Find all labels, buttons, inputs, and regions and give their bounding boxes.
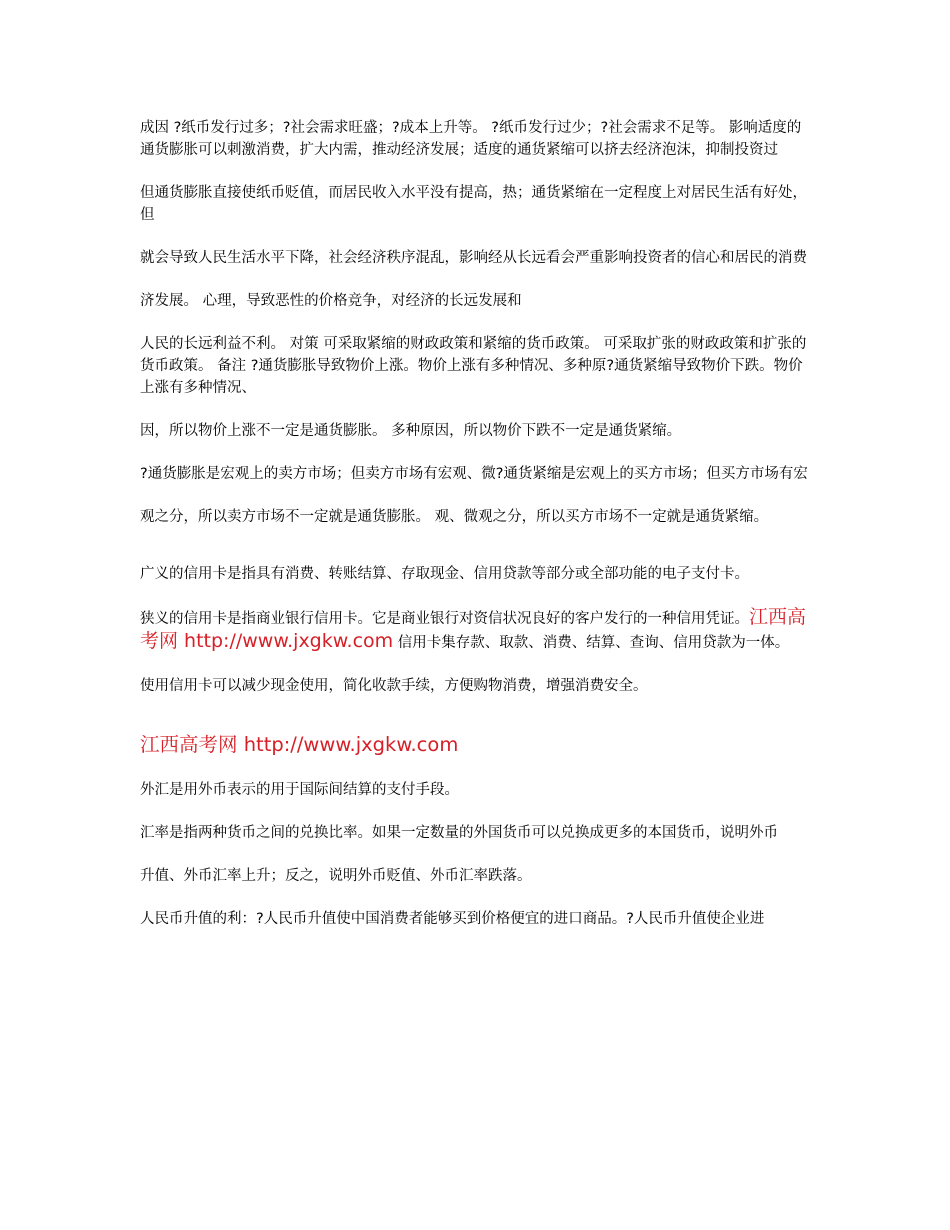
- paragraph-credit-card-broad: 广义的信用卡是指具有消费、转账结算、存取现金、信用贷款等部分或全部功能的电子支付卡。: [140, 566, 749, 582]
- paragraph-credit-card-narrow: [140, 606, 815, 654]
- paragraph-inflation-effects: 但通货膨胀直接使纸币贬值，而居民收入水平没有提高，热；通货紧缩在一定程度上对居民生活有好处，但: [140, 185, 807, 223]
- paragraph-economic-development: 济发展。 心理，导致恶性的价格竞争，对经济的长远发展和: [140, 293, 522, 309]
- paragraph-market-micro: 观之分，所以卖方市场不一定就是通货膨胀。 观、微观之分，所以买方市场不一定就是通货紧缩。: [140, 509, 769, 525]
- brand-link-inline[interactable]: 江西高考网 http://www.jxgkw.com: [140, 606, 807, 652]
- paragraph-policy-measures: 人民的长远利益不利。 对策 可采取紧缩的财政政策和紧缩的货币政策。 可采取扩张的财政政策和扩张的货币政策。 备注 ?通货膨胀导致物价上涨。物价上涨有多种情况、多种原?通货紧缩导致物价下跌。物价上涨有多种情况、: [140, 336, 807, 396]
- paragraph-exchange-rate: 汇率是指两种货币之间的兑换比率。如果一定数量的外国货币可以兑换成更多的本国货币，说明外币: [140, 825, 778, 841]
- document-body: [140, 117, 815, 930]
- paragraph-currency-appreciation: 升值、外币汇率上升；反之，说明外币贬值、外币汇率跌落。: [140, 868, 532, 884]
- paragraph-living-standards: 就会导致人民生活水平下降，社会经济秩序混乱，影响经从长远看会严重影响投资者的信心和居民的消费: [140, 250, 807, 266]
- paragraph-rmb-appreciation: 人民币升值的利：?人民币升值使中国消费者能够买到价格便宜的进口商品。?人民币升值使企业进: [140, 911, 765, 927]
- paragraph-foreign-exchange: 外汇是用外币表示的用于国际间结算的支付手段。: [140, 782, 459, 798]
- paragraph-market-macro: ?通货膨胀是宏观上的卖方市场；但卖方市场有宏观、微?通货紧缩是宏观上的买方市场；但买方市场有宏: [140, 466, 808, 482]
- paragraph-inflation-causes: 成因 ?纸币发行过多；?社会需求旺盛；?成本上升等。 ?纸币发行过少；?社会需求不足等。 影响适度的通货膨胀可以刺激消费，扩大内需，推动经济发展；适度的通货紧缩可以挤去经济泡沫，抑制投资过: [140, 120, 802, 158]
- credit-card-narrow-lead: 狭义的信用卡是指商业银行信用卡。它是商业银行对资信状况良好的客户发行的一种信用凭证。: [140, 611, 749, 627]
- brand-link-block[interactable]: 江西高考网 http://www.jxgkw.com: [140, 733, 459, 756]
- paragraph-price-causes: 因，所以物价上涨不一定是通货膨胀。 多种原因，所以物价下跌不一定是通货紧缩。: [140, 423, 682, 439]
- paragraph-credit-card-benefits: 使用信用卡可以减少现金使用，简化收款手续，方便购物消费，增强消费安全。: [140, 678, 648, 694]
- credit-card-narrow-tail: 信用卡集存款、取款、消费、结算、查询、信用贷款为一体。: [393, 635, 790, 651]
